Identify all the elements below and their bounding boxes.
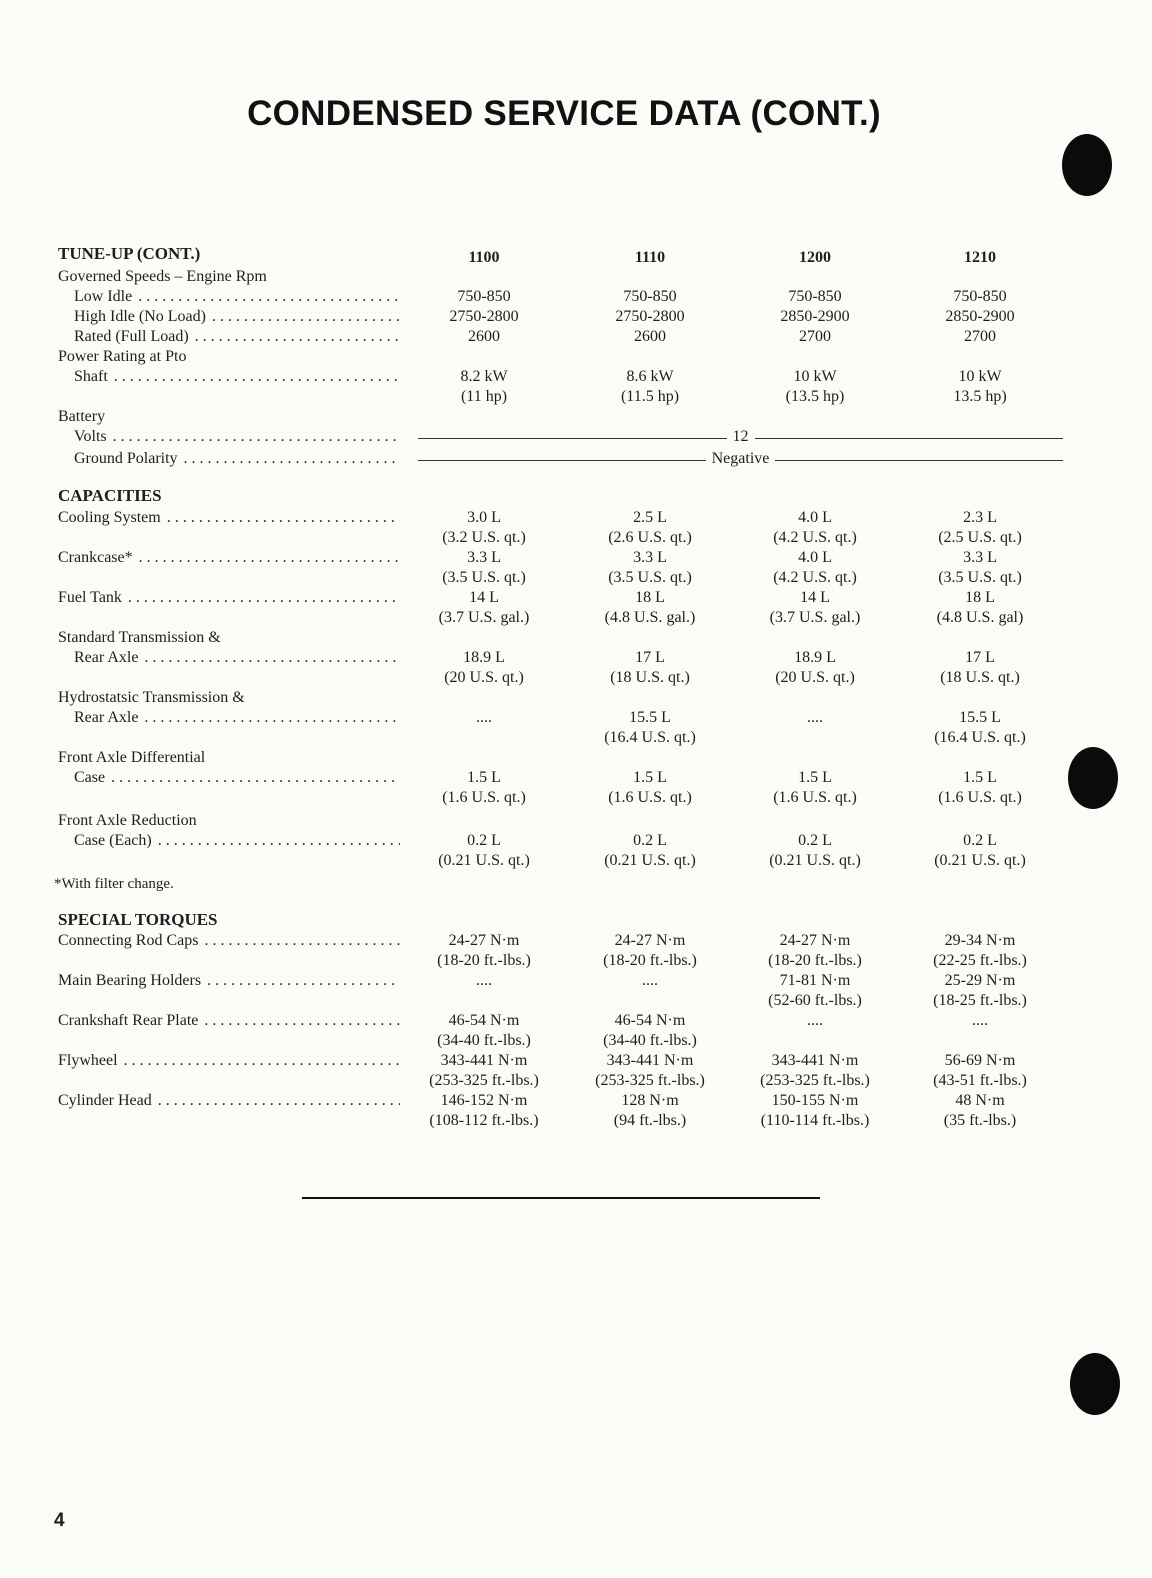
value-cell: 12: [727, 428, 755, 445]
row-label: Cooling System . . .: [58, 508, 400, 528]
row-label: [0, 486, 1152, 506]
value-cell: 2850-2900: [780, 308, 850, 325]
row-high-idle: [0, 307, 1152, 327]
value-cell: (108-112 ft.-lbs.): [429, 1112, 539, 1129]
value-cell: 3.0 L: [467, 509, 501, 526]
value-cell: 48 N·m: [955, 1092, 1005, 1109]
value-cell: 10 kW: [958, 368, 1002, 385]
row-label: Flywheel . . .: [58, 1051, 400, 1071]
value-cell: (253-325 ft.-lbs.): [429, 1072, 539, 1089]
value-cell: (253-325 ft.-lbs.): [760, 1072, 870, 1089]
tuneup-header-row: [0, 244, 1152, 264]
value-cell: 343-441 N·m: [771, 1052, 859, 1069]
row-label: Cylinder Head . . .: [58, 1091, 400, 1111]
value-cell: (2.5 U.S. qt.): [938, 529, 1022, 546]
row-label: [0, 267, 1152, 287]
value-cell: 8.6 kW: [626, 368, 674, 385]
row-fad-case: [0, 768, 1152, 788]
value-cell: 24-27 N·m: [779, 932, 851, 949]
value-cell: 0.2 L: [963, 832, 997, 849]
value-cell: Negative: [706, 450, 776, 467]
value-cell: 10 kW: [793, 368, 837, 385]
value-cell: (4.2 U.S. qt.): [773, 529, 857, 546]
page-number: 4: [54, 1510, 65, 1531]
value-cell: ....: [476, 709, 492, 726]
value-cell: 750-850: [788, 288, 842, 305]
value-cell: (34-40 ft.-lbs.): [437, 1032, 531, 1049]
section-divider: [302, 1197, 820, 1199]
value-cell: 17 L: [635, 649, 665, 666]
value-cell: 750-850: [953, 288, 1007, 305]
span-value-line: [418, 427, 1063, 447]
value-cell: (1.6 U.S. qt.): [773, 789, 857, 806]
value-cell: (20 U.S. qt.): [444, 669, 524, 686]
value-cell: (3.5 U.S. qt.): [442, 569, 526, 586]
model-header: 1210: [964, 249, 996, 266]
value-cell: 25-29 N·m: [944, 972, 1016, 989]
value-cell: (3.5 U.S. qt.): [608, 569, 692, 586]
value-cell: 24-27 N·m: [448, 932, 520, 949]
row-label: Low Idle . . .: [74, 287, 400, 307]
row-flywheel: [0, 1051, 1152, 1071]
value-cell: (18 U.S. qt.): [940, 669, 1020, 686]
row-label: Fuel Tank . . .: [58, 588, 400, 608]
row-main-bearing: [0, 971, 1152, 991]
row-crankcase-secondary: [0, 568, 1152, 588]
row-label: Volts . . .: [74, 427, 400, 447]
row-conrod: [0, 931, 1152, 951]
row-rear-plate: [0, 1011, 1152, 1031]
value-cell: (3.2 U.S. qt.): [442, 529, 526, 546]
row-label: Crankcase* . . .: [58, 548, 400, 568]
value-cell: 343-441 N·m: [606, 1052, 694, 1069]
row-std-rear-axle-secondary: [0, 668, 1152, 688]
value-cell: (43-51 ft.-lbs.): [933, 1072, 1027, 1089]
row-label: Rated (Full Load) . . .: [74, 327, 400, 347]
value-cell: 1.5 L: [467, 769, 501, 786]
value-cell: ....: [807, 1012, 823, 1029]
value-cell: 24-27 N·m: [614, 932, 686, 949]
value-cell: 0.2 L: [467, 832, 501, 849]
binder-hole-bottom: [1070, 1353, 1120, 1415]
value-cell: 46-54 N·m: [614, 1012, 686, 1029]
value-cell: 2700: [799, 328, 831, 345]
row-cooling: [0, 508, 1152, 528]
row-label: Main Bearing Holders . . .: [58, 971, 400, 991]
value-cell: 4.0 L: [798, 549, 832, 566]
governed-speeds-label: Governed Speeds – Engine Rpm: [58, 268, 267, 285]
row-shaft: [0, 367, 1152, 387]
row-flywheel-secondary: [0, 1071, 1152, 1091]
value-cell: 18.9 L: [463, 649, 505, 666]
row-cylinder-head-secondary: [0, 1111, 1152, 1131]
row-label: High Idle (No Load) . . .: [74, 307, 400, 327]
value-cell: 56-69 N·m: [944, 1052, 1016, 1069]
value-cell: 18 L: [635, 589, 665, 606]
row-label: [0, 407, 1152, 427]
value-cell: (0.21 U.S. qt.): [769, 852, 861, 869]
row-label: Case (Each) . . .: [74, 831, 400, 851]
value-cell: (94 ft.-lbs.): [613, 1112, 687, 1129]
value-cell: 1.5 L: [963, 769, 997, 786]
hydro-transmission-label: Hydrostatsic Transmission &: [58, 689, 245, 706]
value-cell: 2.3 L: [963, 509, 997, 526]
value-cell: (34-40 ft.-lbs.): [603, 1032, 697, 1049]
span-value-line: [418, 449, 1063, 469]
value-cell: 18.9 L: [794, 649, 836, 666]
value-cell: (18-20 ft.-lbs.): [437, 952, 531, 969]
value-cell: (18-20 ft.-lbs.): [603, 952, 697, 969]
row-label: [0, 688, 1152, 708]
value-cell: (3.7 U.S. gal.): [438, 609, 530, 626]
value-cell: 3.3 L: [963, 549, 997, 566]
value-cell: 0.2 L: [798, 832, 832, 849]
value-cell: 128 N·m: [621, 1092, 679, 1109]
section-heading-capacities: CAPACITIES: [58, 486, 162, 505]
value-cell: 46-54 N·m: [448, 1012, 520, 1029]
value-cell: 343-441 N·m: [440, 1052, 528, 1069]
value-cell: 18 L: [965, 589, 995, 606]
value-cell: (18 U.S. qt.): [610, 669, 690, 686]
row-fuel-tank: [0, 588, 1152, 608]
value-cell: (4.8 U.S. gal): [936, 609, 1024, 626]
row-cooling-secondary: [0, 528, 1152, 548]
value-cell: 13.5 hp): [953, 388, 1007, 405]
std-transmission-label: Standard Transmission &: [58, 629, 221, 646]
value-cell: (110-114 ft.-lbs.): [760, 1112, 870, 1129]
value-cell: 750-850: [623, 288, 677, 305]
value-cell: (16.4 U.S. qt.): [934, 729, 1026, 746]
value-cell: 3.3 L: [633, 549, 667, 566]
value-cell: 15.5 L: [959, 709, 1001, 726]
value-cell: 15.5 L: [629, 709, 671, 726]
value-cell: (13.5 hp): [785, 388, 845, 405]
value-cell: 2850-2900: [945, 308, 1015, 325]
value-cell: 29-34 N·m: [944, 932, 1016, 949]
footnote: *With filter change.: [54, 876, 174, 892]
value-cell: (35 ft.-lbs.): [943, 1112, 1017, 1129]
binder-hole-top: [1062, 134, 1112, 196]
value-cell: (3.7 U.S. gal.): [769, 609, 861, 626]
value-cell: ....: [642, 972, 658, 989]
value-cell: 750-850: [457, 288, 511, 305]
value-cell: 2600: [468, 328, 500, 345]
value-cell: (0.21 U.S. qt.): [438, 852, 530, 869]
value-cell: (0.21 U.S. qt.): [604, 852, 696, 869]
model-header: 1110: [634, 249, 666, 266]
value-cell: (20 U.S. qt.): [775, 669, 855, 686]
value-cell: (16.4 U.S. qt.): [604, 729, 696, 746]
value-cell: 17 L: [965, 649, 995, 666]
row-label: Rear Axle . . .: [74, 648, 400, 668]
row-fad-case-secondary: [0, 788, 1152, 808]
row-label: [0, 628, 1152, 648]
value-cell: 8.2 kW: [460, 368, 508, 385]
value-cell: (1.6 U.S. qt.): [938, 789, 1022, 806]
row-label: Ground Polarity . . .: [74, 449, 400, 469]
row-hydro-rear-axle: [0, 708, 1152, 728]
value-cell: 150-155 N·m: [771, 1092, 859, 1109]
row-cylinder-head: [0, 1091, 1152, 1111]
value-cell: ....: [807, 709, 823, 726]
row-label: Rear Axle . . .: [74, 708, 400, 728]
row-footnote: [0, 874, 1152, 894]
row-ground-polarity: [0, 449, 1152, 469]
value-cell: (2.6 U.S. qt.): [608, 529, 692, 546]
power-rating-label: Power Rating at Pto: [58, 348, 187, 365]
value-cell: 0.2 L: [633, 832, 667, 849]
value-cell: ....: [476, 972, 492, 989]
value-cell: (11.5 hp): [620, 388, 680, 405]
row-conrod-secondary: [0, 951, 1152, 971]
row-label: Connecting Rod Caps . . .: [58, 931, 400, 951]
value-cell: (18-20 ft.-lbs.): [768, 952, 862, 969]
row-volts: [0, 427, 1152, 447]
section-heading-tuneup: TUNE-UP (CONT.): [58, 244, 201, 263]
section-heading-torques: SPECIAL TORQUES: [58, 910, 218, 929]
row-shaft-secondary: [0, 387, 1152, 407]
value-cell: 14 L: [469, 589, 499, 606]
row-label: Crankshaft Rear Plate . . .: [58, 1011, 400, 1031]
row-std-rear-axle: [0, 648, 1152, 668]
value-cell: 2600: [634, 328, 666, 345]
page-title: CONDENSED SERVICE DATA (CONT.): [247, 94, 881, 133]
value-cell: 2750-2800: [449, 308, 519, 325]
row-label: [0, 811, 1152, 831]
row-low-idle: [0, 287, 1152, 307]
value-cell: 1.5 L: [798, 769, 832, 786]
row-rear-plate-secondary: [0, 1031, 1152, 1051]
row-rated: [0, 327, 1152, 347]
front-axle-diff-label: Front Axle Differential: [58, 749, 206, 766]
model-header: 1100: [468, 249, 500, 266]
row-label: [0, 347, 1152, 367]
value-cell: (0.21 U.S. qt.): [934, 852, 1026, 869]
value-cell: 1.5 L: [633, 769, 667, 786]
front-axle-reduction-label: Front Axle Reduction: [58, 812, 197, 829]
row-hydro-rear-axle-secondary: [0, 728, 1152, 748]
value-cell: 2700: [964, 328, 996, 345]
value-cell: (22-25 ft.-lbs.): [933, 952, 1027, 969]
value-cell: (1.6 U.S. qt.): [608, 789, 692, 806]
value-cell: ....: [972, 1012, 988, 1029]
value-cell: (1.6 U.S. qt.): [442, 789, 526, 806]
value-cell: (4.8 U.S. gal.): [604, 609, 696, 626]
value-cell: 2750-2800: [615, 308, 685, 325]
row-label: [0, 910, 1152, 930]
battery-label: Battery: [58, 408, 106, 425]
row-label: [0, 748, 1152, 768]
value-cell: 14 L: [800, 589, 830, 606]
value-cell: (253-325 ft.-lbs.): [595, 1072, 705, 1089]
value-cell: (3.5 U.S. qt.): [938, 569, 1022, 586]
model-header: 1200: [799, 249, 831, 266]
value-cell: 71-81 N·m: [779, 972, 851, 989]
row-label: Shaft . . .: [74, 367, 400, 387]
value-cell: (52-60 ft.-lbs.): [768, 992, 862, 1009]
row-label: Case . . .: [74, 768, 400, 788]
value-cell: (4.2 U.S. qt.): [773, 569, 857, 586]
value-cell: (18-25 ft.-lbs.): [933, 992, 1027, 1009]
row-fuel-tank-secondary: [0, 608, 1152, 628]
row-far-case-secondary: [0, 851, 1152, 871]
row-crankcase: [0, 548, 1152, 568]
value-cell: (11 hp): [460, 388, 508, 405]
value-cell: 2.5 L: [633, 509, 667, 526]
row-far-case: [0, 831, 1152, 851]
row-main-bearing-secondary: [0, 991, 1152, 1011]
value-cell: 4.0 L: [798, 509, 832, 526]
value-cell: 146-152 N·m: [440, 1092, 528, 1109]
value-cell: 3.3 L: [467, 549, 501, 566]
